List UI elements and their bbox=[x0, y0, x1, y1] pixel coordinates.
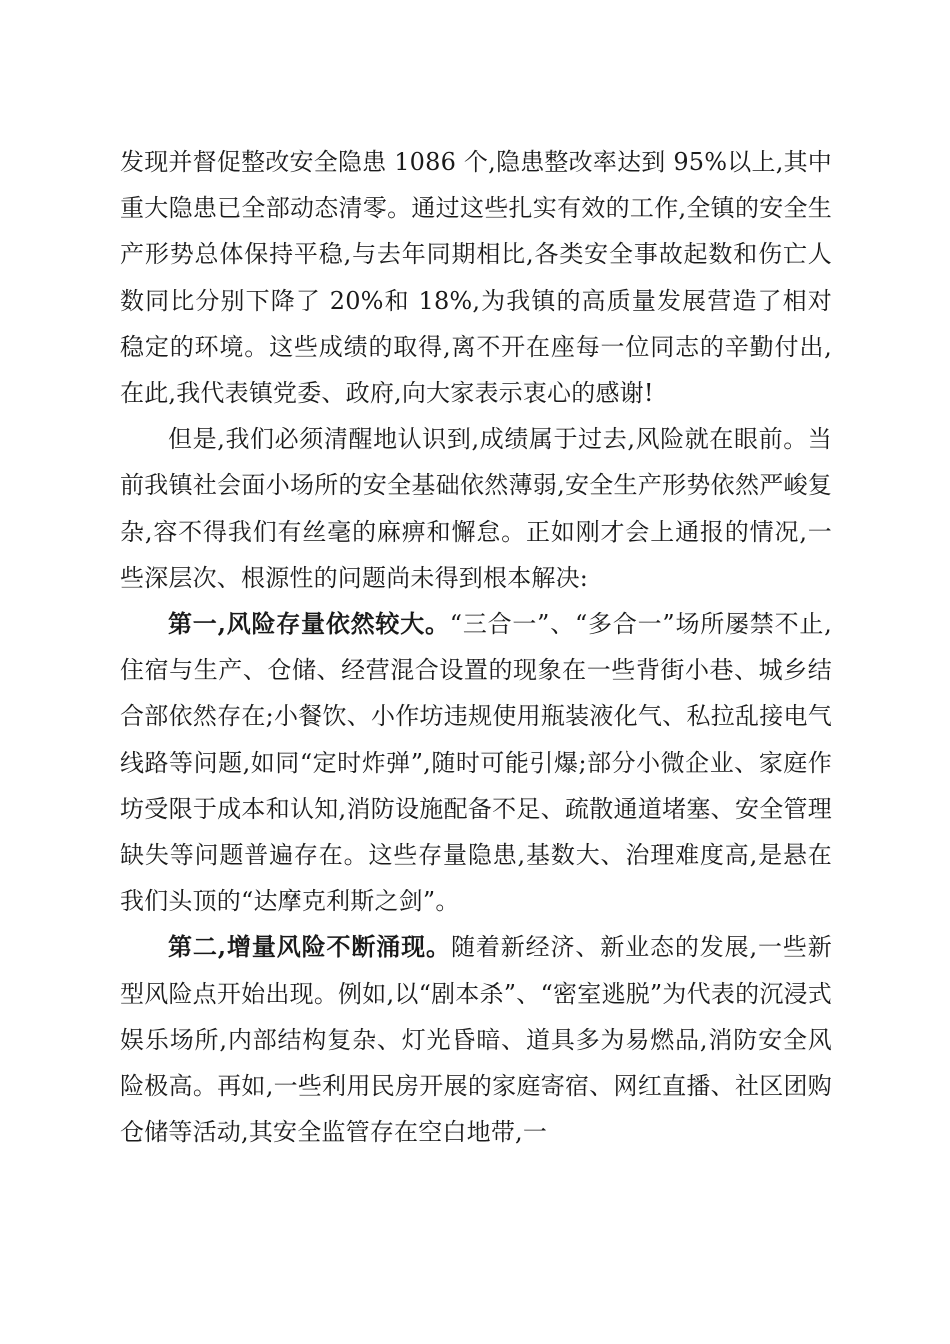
document-body bbox=[120, 139, 832, 1155]
point-one-text: “三合一”、“多合一”场所屡禁不止,住宿与生产、仓储、经营混合设置的现象在一些背街小巷、城乡结合部依然存在;小餐饮、小作坊违规使用瓶装液化气、私拉乱接电气线路等问题,如同“定时炸弹”,随时可能引爆;部分小微企业、家庭作坊受限于成本和认知,消防设施配备不足、疏散通道堵塞、安全管理缺失等问题普遍存在。这些存量隐患,基数大、治理难度高,是悬在我们头顶的“达摩克利斯之剑”。 bbox=[120, 610, 832, 916]
point-one-heading: 第一,风险存量依然较大。 bbox=[168, 609, 450, 639]
paragraph-risks-intro: 但是,我们必须清醒地认识到,成绩属于过去,风险就在眼前。当前我镇社会面小场所的安全基础依然薄弱,安全生产形势依然严峻复杂,容不得我们有丝毫的麻痹和懈怠。正如刚才会上通报的情况,一些深层次、根源性的问题尚未得到根本解决: bbox=[120, 425, 832, 592]
paragraph-point-one bbox=[120, 601, 832, 924]
paragraph-point-two bbox=[120, 924, 832, 1155]
point-two-text: 随着新经济、新业态的发展,一些新型风险点开始出现。例如,以“剧本杀”、“密室逃脱”为代表的沉浸式娱乐场所,内部结构复杂、灯光昏暗、道具多为易燃品,消防安全风险极高。再如,一些利用民房开展的家庭寄宿、网红直播、社区团购仓储等活动,其安全监管存在空白地带,一 bbox=[120, 933, 832, 1147]
paragraph-achievements: 发现并督促整改安全隐患 1086 个,隐患整改率达到 95%以上,其中重大隐患已全部动态清零。通过这些扎实有效的工作,全镇的安全生产形势总体保持平稳,与去年同期相比,各类安全事故起数和伤亡人数同比分别下降了 20%和 18%,为我镇的高质量发展营造了相对稳定的环境。这些成绩的取得,离不开在座每一位同志的辛勤付出,在此,我代表镇党委、政府,向大家表示衷心的感谢! bbox=[120, 148, 832, 408]
point-two-heading: 第二,增量风险不断涌现。 bbox=[168, 932, 451, 962]
